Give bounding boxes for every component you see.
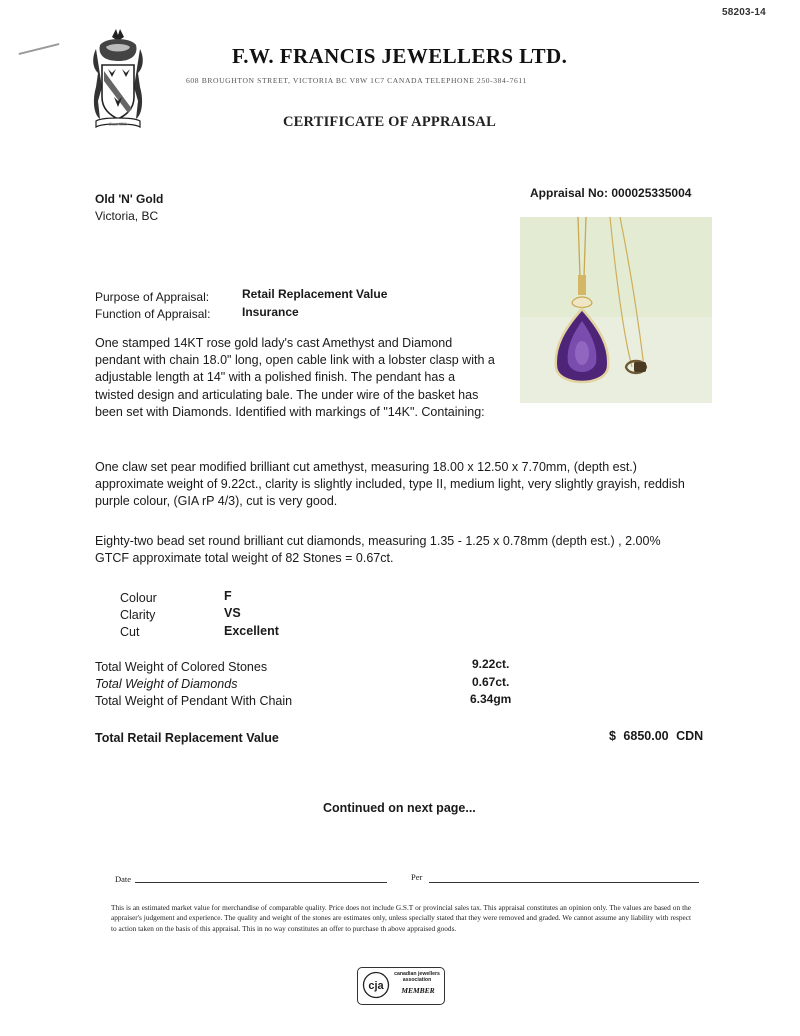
cja-logo-icon [362, 971, 390, 999]
pendant-photo [520, 217, 712, 403]
grade-label-cut: Cut [120, 625, 140, 639]
total-label-pendant-weight: Total Weight of Pendant With Chain [95, 694, 293, 708]
purpose-label: Purpose of Appraisal: [95, 290, 210, 304]
grade-value-cut: Excellent [224, 624, 279, 638]
retail-value-amount: $ 6850.00 CDN [609, 729, 704, 743]
cja-logo-text: cja [368, 980, 384, 992]
family-crest-icon [90, 27, 146, 131]
total-value-pendant-weight: 6.34gm [470, 692, 512, 706]
total-value-diamonds: 0.67ct. [472, 675, 510, 689]
client-name: Old 'N' Gold [95, 192, 164, 206]
document-number: 58203-14 [722, 7, 766, 18]
cja-member-text: MEMBER [401, 986, 435, 995]
amethyst-description: One claw set pear modified brilliant cut amethyst, measuring 18.00 x 12.50 x 7.70mm, (depth est.) approximate weight of 9.22ct., clarity is slightly included, type II, medium light, very slightly grayish, reddish purple colour, (GIA rP 4/3), cut is very good. [95, 460, 685, 509]
function-value: Insurance [242, 305, 299, 319]
disclaimer: This is an estimated market value for merchandise of comparable quality. Price does not include G.S.T or provincial sales tax. This appraisal constitutes an opinion only. The values are based on the appraiser's judgement and experience. The quality and weight of the stones are estimates only, unless specially stated that they were removed and graded. We cannot assume any liability with respect to action taken on the basis of this appraisal. This in no way constitutes an offer to purchase th above appraised goods. [111, 903, 691, 933]
per-label: Per [411, 872, 423, 882]
retail-value-label: Total Retail Replacement Value [95, 731, 279, 745]
appraisal-number: Appraisal No: 000025335004 [530, 186, 692, 200]
cja-association-text: canadian jewellers association [394, 971, 440, 983]
diamond-description: Eighty-two bead set round brilliant cut diamonds, measuring 1.35 - 1.25 x 0.78mm (depth est.) , 2.00% GTCF approximate total weight of 82 Stones = 0.67ct. [95, 534, 661, 566]
date-field-line[interactable] [135, 882, 387, 883]
grade-label-colour: Colour [120, 591, 157, 605]
total-value-colored-stones: 9.22ct. [472, 657, 510, 671]
grade-value-colour: F [224, 589, 232, 603]
crest-motto: Since 1911 [109, 121, 127, 127]
total-label-diamonds: Total Weight of Diamonds [95, 677, 238, 691]
company-name: F.W. FRANCIS JEWELLERS LTD. [232, 44, 568, 68]
grade-value-clarity: VS [224, 606, 241, 620]
company-address: 608 BROUGHTON STREET, VICTORIA BC V8W 1C7 CANADA TELEPHONE 250-384-7611 [186, 76, 527, 85]
purpose-value: Retail Replacement Value [242, 287, 388, 301]
item-description: One stamped 14KT rose gold lady's cast Amethyst and Diamond pendant with chain 18.0" long, open cable link with a lobster clasp with a adjustable length at 14" with a polished finish. The pendant has a twisted design and articulating bale. The under wire of the basket has been set with Diamonds. Identified with markings of "14K". Containing: [95, 336, 495, 419]
cja-member-badge [357, 967, 445, 1005]
signature-field-line[interactable] [429, 882, 699, 883]
function-label: Function of Appraisal: [95, 307, 211, 321]
certificate-title: CERTIFICATE OF APPRAISAL [283, 114, 496, 130]
total-label-colored-stones: Total Weight of Colored Stones [95, 660, 268, 674]
continued-notice: Continued on next page... [323, 801, 476, 815]
date-label: Date [115, 874, 132, 884]
pen-mark [18, 43, 59, 55]
grade-label-clarity: Clarity [120, 608, 156, 622]
client-city: Victoria, BC [95, 209, 159, 223]
